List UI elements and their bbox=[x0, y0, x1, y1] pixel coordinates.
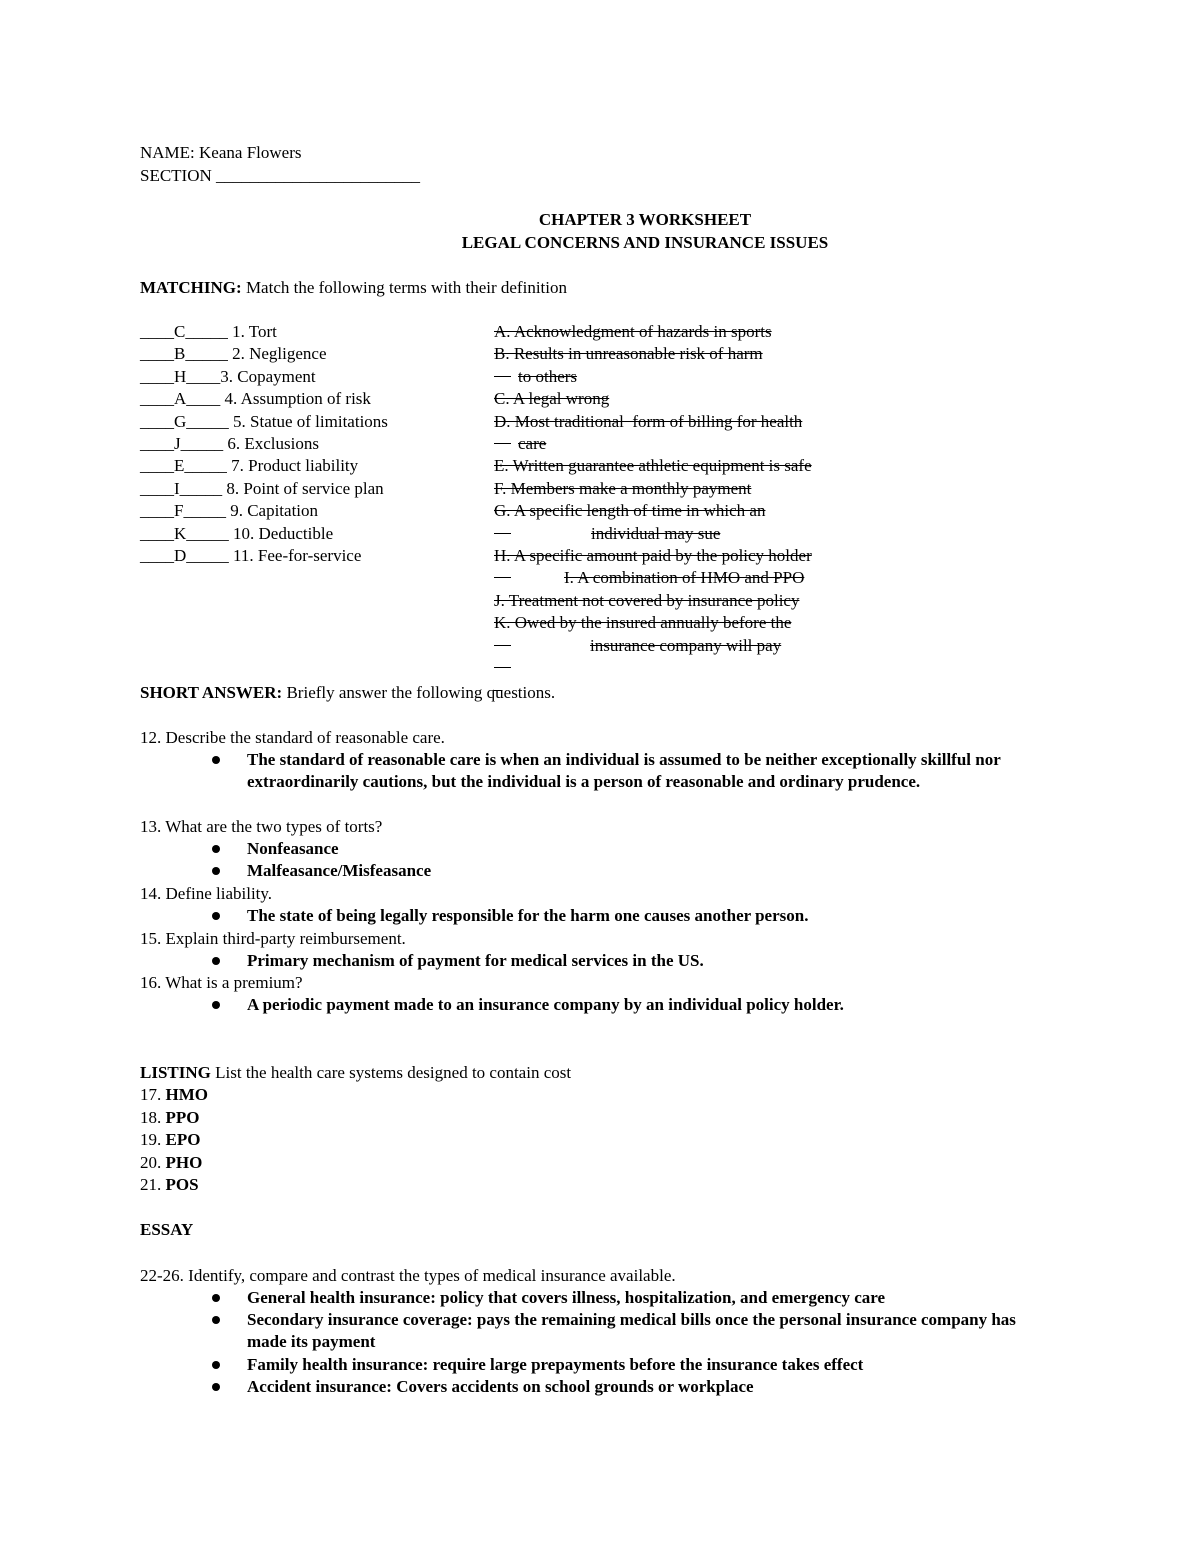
worksheet-title: CHAPTER 3 WORKSHEET bbox=[538, 210, 752, 229]
definition-item: A. Acknowledgment of hazards in sports bbox=[494, 322, 772, 341]
section-label: SECTION bbox=[140, 166, 212, 185]
answer-12: The standard of reasonable care is when an individual is assumed to be neither exceptionally skillful nor extraordinarily cautions, but the individual is a person of reasonable and ordinary prudence. bbox=[247, 750, 1001, 792]
answer-16: A periodic payment made to an insurance company by an individual policy holder. bbox=[247, 995, 844, 1014]
matching-answer: ____I_____ 8. Point of service plan bbox=[140, 478, 384, 498]
definition-item: C. A legal wrong bbox=[494, 389, 610, 409]
definition-item: I. A combination of HMO and PPO bbox=[564, 568, 805, 588]
bullet-icon bbox=[212, 1361, 220, 1369]
matching-heading: MATCHING: bbox=[140, 278, 242, 297]
listing-instruction: List the health care systems designed to contain cost bbox=[210, 1063, 572, 1082]
essay-heading: ESSAY bbox=[140, 1220, 194, 1239]
bullet-icon bbox=[212, 845, 220, 853]
listing-item: 21. POS bbox=[140, 1175, 199, 1194]
definition-item: H. A specific amount paid by the policy holder bbox=[494, 546, 812, 565]
question-12: 12. Describe the standard of reasonable care. bbox=[140, 728, 445, 747]
section-line bbox=[140, 165, 420, 187]
question-14: 14. Define liability. bbox=[140, 884, 273, 903]
bullet-icon bbox=[212, 1001, 220, 1009]
definition-item: J. Treatment not covered by insurance policy bbox=[494, 590, 800, 610]
definition-item: F. Members make a monthly payment bbox=[494, 478, 752, 498]
listing-item: 19. EPO bbox=[140, 1130, 201, 1149]
bullet-icon bbox=[212, 867, 220, 875]
question-15: 15. Explain third-party reimbursement. bbox=[140, 929, 406, 948]
short-answer-heading: SHORT ANSWER: bbox=[140, 683, 283, 702]
matching-answer: ____H____3. Copayment bbox=[140, 366, 316, 386]
essay-answer: Family health insurance: require large prepayments before the insurance takes effect bbox=[247, 1355, 864, 1374]
definition-item: care bbox=[518, 434, 547, 453]
essay-answer: Accident insurance: Covers accidents on school grounds or workplace bbox=[247, 1377, 754, 1396]
short-answer-instruction: Briefly answer the following questions. bbox=[282, 683, 556, 702]
matching-answer: ____G_____ 5. Statue of limitations bbox=[140, 411, 388, 431]
essay-answer: Secondary insurance coverage: pays the remaining medical bills once the personal insurance company has made its payment bbox=[247, 1310, 1016, 1352]
matching-answer: ____B_____ 2. Negligence bbox=[140, 344, 327, 364]
matching-answer: ____J_____ 6. Exclusions bbox=[140, 434, 319, 453]
matching-answer: ____F_____ 9. Capitation bbox=[140, 501, 319, 521]
answer-13a: Nonfeasance bbox=[247, 839, 339, 858]
short-answer-heading-line bbox=[140, 682, 555, 704]
listing-item: 18. PPO bbox=[140, 1108, 200, 1127]
listing-heading: LISTING bbox=[140, 1063, 211, 1082]
bullet-icon bbox=[212, 1316, 220, 1324]
matching-answer: ____A____ 4. Assumption of risk bbox=[140, 389, 371, 409]
matching-instruction: Match the following terms with their definition bbox=[241, 278, 567, 297]
essay-answer: General health insurance: policy that covers illness, hospitalization, and emergency care bbox=[247, 1288, 886, 1307]
name-line: NAME: Keana Flowers bbox=[140, 143, 302, 162]
bullet-icon bbox=[212, 1383, 220, 1391]
essay-question: 22-26. Identify, compare and contrast the types of medical insurance available. bbox=[140, 1266, 676, 1285]
definition-item: K. Owed by the insured annually before the bbox=[494, 613, 792, 633]
bullet-icon bbox=[212, 1294, 220, 1302]
answer-14: The state of being legally responsible for the harm one causes another person. bbox=[247, 906, 809, 925]
definition-item: G. A specific length of time in which an bbox=[494, 501, 766, 521]
definition-item: to others bbox=[518, 366, 578, 386]
definition-item: individual may sue bbox=[591, 523, 721, 543]
worksheet-subtitle: LEGAL CONCERNS AND INSURANCE ISSUES bbox=[461, 233, 829, 252]
matching-answer: ____E_____ 7. Product liability bbox=[140, 456, 359, 476]
definition-item: B. Results in unreasonable risk of harm bbox=[494, 344, 763, 364]
answer-15: Primary mechanism of payment for medical services in the US. bbox=[247, 951, 704, 970]
bullet-icon bbox=[212, 912, 220, 920]
question-16: 16. What is a premium? bbox=[140, 973, 303, 992]
section-blank: ________________________ bbox=[216, 166, 421, 185]
bullet-icon bbox=[212, 756, 220, 764]
definition-item: E. Written guarantee athletic equipment is safe bbox=[494, 456, 812, 476]
answer-13b: Malfeasance/Misfeasance bbox=[247, 861, 432, 880]
matching-heading-line bbox=[140, 277, 567, 299]
listing-item: 17. HMO bbox=[140, 1085, 208, 1104]
definition-item: insurance company will pay bbox=[590, 635, 782, 655]
matching-answer: ____D_____ 11. Fee-for-service bbox=[140, 546, 362, 565]
matching-answer: ____K_____ 10. Deductible bbox=[140, 523, 334, 543]
matching-answer: ____C_____ 1. Tort bbox=[140, 322, 277, 341]
listing-item: 20. PHO bbox=[140, 1153, 203, 1172]
bullet-icon bbox=[212, 957, 220, 965]
question-13: 13. What are the two types of torts? bbox=[140, 817, 383, 836]
matching-definitions bbox=[494, 321, 894, 661]
definition-item: D. Most traditional form of billing for health bbox=[494, 411, 803, 431]
listing-heading-line bbox=[140, 1062, 571, 1084]
matching-answers bbox=[140, 321, 480, 581]
